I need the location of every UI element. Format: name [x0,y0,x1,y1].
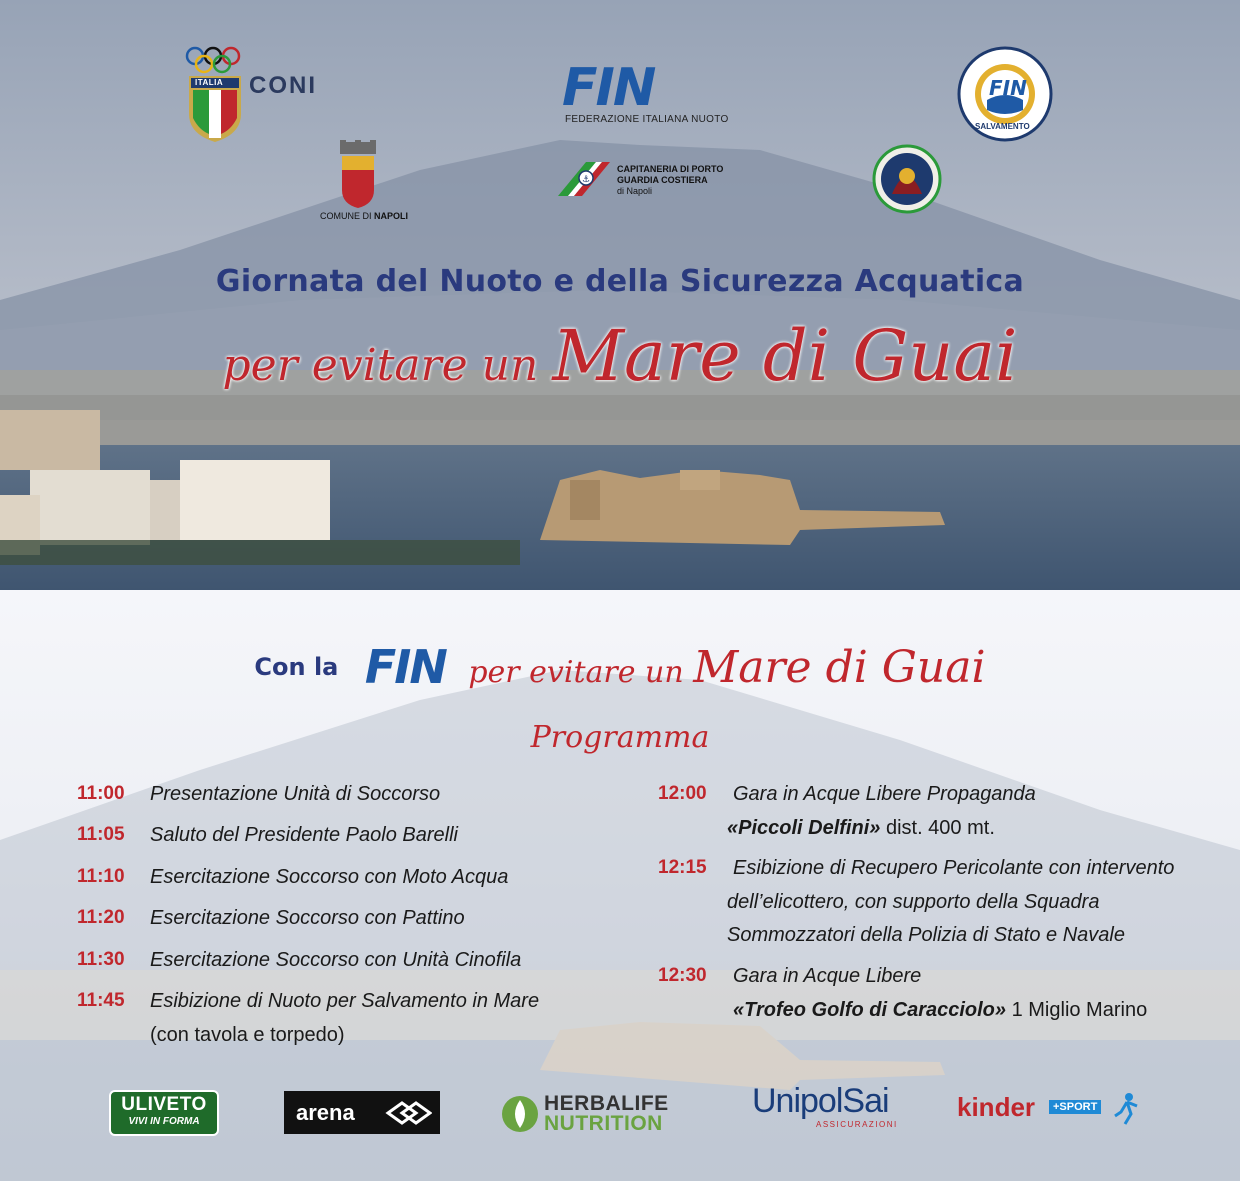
polizia-fiamme-oro-logo [872,144,942,214]
schedule-text: Esercitazione Soccorso con Unità Cinofila [150,949,522,971]
schedule-text-line2: (con tavola e torpedo) [150,1024,345,1046]
schedule-text-line2 [727,818,995,838]
guardia-costiera-logo [556,160,612,198]
schedule-text: Gara in Acque Libere Propaganda [733,783,1036,805]
uliveto-tagline: VIVI IN FORMA [128,1116,200,1127]
schedule-event-name: «Trofeo Golfo di Caracciolo» [733,999,1007,1021]
napoli-caption-prefix: COMUNE DI [320,211,374,221]
schedule-text-line2: dell’elicottero, con supporto della Squadra [727,891,1100,913]
herbalife-logo [500,1090,700,1134]
schedule-event-name: «Piccoli Delfini» [727,817,881,839]
con-la-text: Con la [254,653,339,681]
program-section [0,590,1240,1181]
schedule-time: 12:00 [658,783,707,804]
capitaneria-caption [617,164,723,197]
schedule-time: 11:20 [77,907,125,928]
unipolsai-logo [752,1082,912,1138]
schedule-text: Gara in Acque Libere [733,965,922,987]
fin-logo-text: FIN [562,58,655,118]
schedule-time: 12:30 [658,965,707,986]
salvamento-center-text: FIN [989,76,1027,100]
schedule-right [620,590,1240,1181]
capitaneria-line2: GUARDIA COSTIERA [617,175,708,185]
schedule-text-line2 [733,1000,1147,1020]
schedule-text: Esibizione di Recupero Pericolante con intervento [733,857,1175,879]
kinder-runner-icon [1113,1092,1139,1126]
arena-diamond-icon [382,1091,432,1134]
herbalife-leaf-icon [500,1094,540,1134]
kinder-name: kinder [957,1092,1036,1122]
uliveto-logo [109,1090,219,1136]
schedule-time: 11:00 [77,783,125,804]
fin-caption: FEDERAZIONE ITALIANA NUOTO [565,114,729,125]
uliveto-name: ULIVETO [121,1094,207,1115]
unipolsai-tagline: ASSICURAZIONI [816,1120,898,1129]
napoli-caption [320,211,408,221]
arena-name: arena [296,1100,355,1125]
capitaneria-line3: di Napoli [617,186,653,196]
schedule-time: 12:15 [658,857,707,878]
fin-logo-small: FIN [364,640,446,694]
fin-logo [562,58,702,118]
schedule-time: 11:05 [77,824,125,845]
schedule-text: Presentazione Unità di Soccorso [150,783,441,805]
salvamento-bottom-text: SALVAMENTO [975,122,1030,131]
kinder-sport-badge: +SPORT [1049,1100,1101,1114]
svg-text:⚓: ⚓ [581,175,591,185]
coni-italia-text: ITALIA [195,78,224,87]
schedule-time: 11:10 [77,866,125,887]
napoli-coat-of-arms [336,140,380,210]
hero-slogan [0,315,1240,397]
hero-slogan-part2: Mare di Guai [552,315,1018,397]
schedule-event-detail: dist. 400 mt. [880,817,995,839]
schedule-time: 11:30 [77,949,125,970]
schedule-text: Esercitazione Soccorso con Moto Acqua [150,866,509,888]
napoli-caption-bold: NAPOLI [374,211,409,221]
schedule-time: 11:45 [77,990,125,1011]
unipolsai-name: UnipolSai [752,1082,889,1120]
schedule-text-line3: Sommozzatori della Polizia di Stato e Navale [727,924,1125,946]
hero-slogan-part1: per evitare un [222,340,553,391]
schedule-text: Saluto del Presidente Paolo Barelli [150,824,458,846]
schedule-text: Esercitazione Soccorso con Pattino [150,907,465,929]
hero-title: Giornata del Nuoto e della Sicurezza Acquatica [215,264,1025,299]
schedule-text: Esibizione di Nuoto per Salvamento in Mare [150,990,540,1012]
herbalife-nutrition: NUTRITION [544,1112,663,1135]
capitaneria-line1: CAPITANERIA DI PORTO [617,164,724,174]
coni-label: CONI [249,72,317,99]
con-slogan-part1: per evitare un [468,654,694,690]
programma-heading: Programma [530,720,710,755]
herbalife-name: HERBALIFE [544,1092,669,1115]
coni-logo [185,44,245,144]
kinder-sport-logo [957,1092,1142,1132]
con-slogan-part2: Mare di Guai [693,641,986,693]
fin-salvamento-logo [957,46,1053,142]
hero-banner [0,0,1240,590]
schedule-event-detail: 1 Miglio Marino [1006,999,1148,1021]
arena-logo [284,1091,440,1134]
